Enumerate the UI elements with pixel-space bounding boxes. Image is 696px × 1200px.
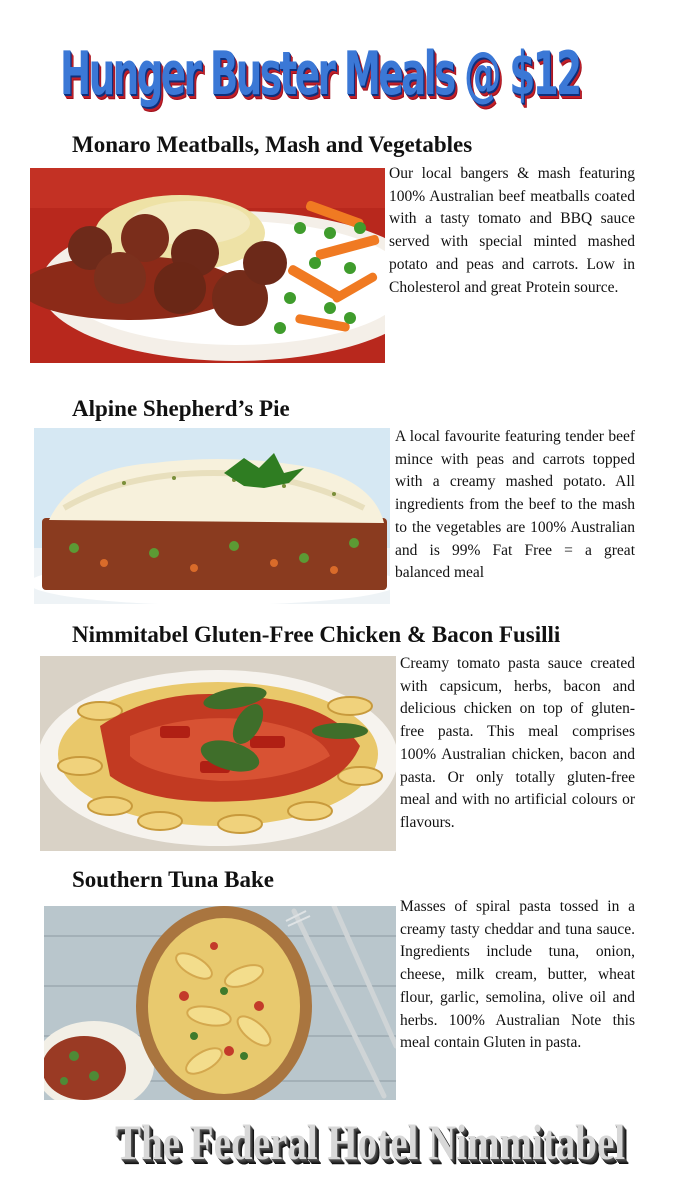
meal-description-tuna-bake: Masses of spiral pasta tossed in a creamy tasty cheddar and tuna sauce. Ingredients include tuna, onion, cheese, milk cream, butter, wheat flour, garlic, semolina, olive oil and herbs. 100% Australian Note this meal contain Gluten in pasta. — [400, 898, 635, 1052]
footer-title: The Federal Hotel Nimmitabel — [115, 1114, 626, 1170]
page-title: Hunger Buster Meals @ $12 — [60, 39, 580, 109]
shepherds-pie-photo — [34, 428, 390, 604]
meal-description-shepherds-pie: A local favourite featuring tender beef mince with peas and carrots topped with a creamy mashed potato. All ingredients from the beef to the mash to the vegetables are 100% Australian and is 99% Fat Free = a great balanced meal — [395, 428, 635, 582]
meal-title-shepherds-pie: Alpine Shepherd’s Pie — [72, 396, 290, 421]
meatballs-photo — [30, 168, 385, 363]
meal-description-meatballs: Our local bangers & mash featuring 100% Australian beef meatballs coated with a tasty tomato and BBQ sauce served with special minted mashed potato and peas and carrots. Low in Cholesterol and great Protein source. — [389, 165, 635, 296]
meal-title-meatballs: Monaro Meatballs, Mash and Vegetables — [72, 132, 473, 157]
meal-description-fusilli: Creamy tomato pasta sauce created with capsicum, herbs, bacon and delicious chicken on top of gluten-free pasta. This meal comprises 100% Australian chicken, bacon and pasta. Or only totally gluten-free meal and with no artificial colours or flavours. — [400, 655, 635, 831]
tuna-bake-photo — [44, 906, 396, 1100]
meal-title-fusilli: Nimmitabel Gluten-Free Chicken & Bacon Fusilli — [72, 622, 561, 647]
fusilli-photo — [40, 656, 396, 851]
meal-title-tuna-bake: Southern Tuna Bake — [72, 867, 274, 892]
